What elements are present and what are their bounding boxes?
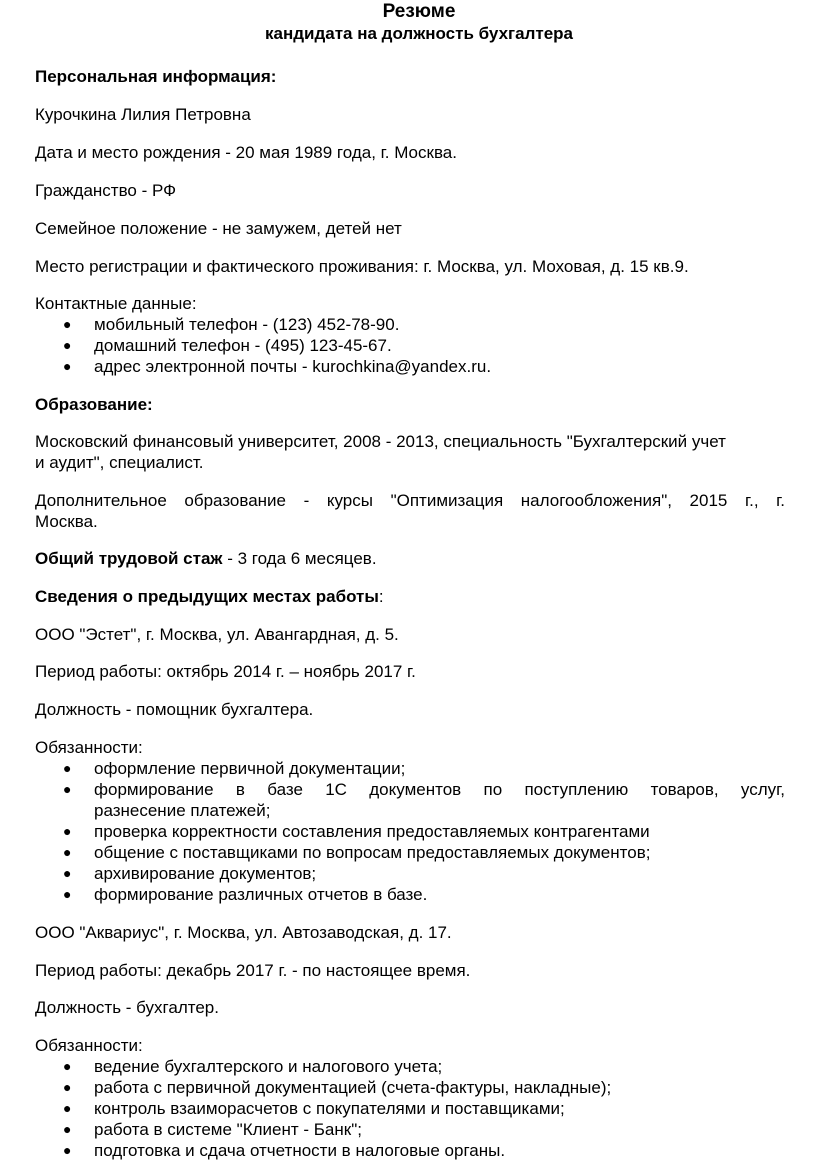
address: Место регистрации и фактического проживания: г. Москва, ул. Моховая, д. 15 кв.9. — [35, 257, 689, 276]
bullet-icon: ● — [63, 1142, 72, 1158]
job1-duties-label: Обязанности: — [35, 738, 143, 757]
job2-position: Должность - бухгалтер. — [35, 998, 219, 1017]
education-main: Московский финансовый университет, 2008 - 2013, специальность "Бухгалтерский учет и аудит", специалист. — [35, 432, 726, 472]
education-heading: Образование: — [35, 395, 153, 414]
birth-info: Дата и место рождения - 20 мая 1989 года, г. Москва. — [35, 143, 457, 162]
personal-heading: Персональная информация: — [35, 67, 277, 86]
list-item: ● ведение бухгалтерского и налогового учета; — [63, 1057, 443, 1076]
list-item: ● оформление первичной документации; — [63, 759, 406, 778]
bullet-icon: ● — [63, 337, 72, 353]
education-extra: Дополнительное образование - курсы "Оптимизация налогообложения", 2015 г., г. Москва. — [35, 491, 785, 531]
job2-company: ООО "Аквариус", г. Москва, ул. Автозаводская, д. 17. — [35, 923, 452, 942]
job1-company: ООО "Эстет", г. Москва, ул. Авангардная, д. 5. — [35, 625, 399, 644]
bullet-icon: ● — [63, 781, 72, 797]
bullet-icon: ● — [63, 1121, 72, 1137]
job1-period: Период работы: октябрь 2014 г. – ноябрь 2017 г. — [35, 662, 416, 681]
job2-duties-list — [0, 1056, 785, 1161]
candidate-name: Курочкина Лилия Петровна — [35, 105, 251, 124]
list-item: ● адрес электронной почты - kurochkina@yandex.ru. — [63, 357, 492, 376]
page-subtitle: кандидата на должность бухгалтера — [264, 24, 573, 43]
job2-duties-label: Обязанности: — [35, 1036, 143, 1055]
citizenship: Гражданство - РФ — [35, 181, 177, 200]
jobs-heading: Сведения о предыдущих местах работы: — [35, 587, 384, 606]
bullet-icon: ● — [63, 865, 72, 881]
job1-duties-list — [0, 758, 785, 905]
list-item: ● работа с первичной документацией (счета-фактуры, накладные); — [63, 1078, 612, 1097]
list-item: ● общение с поставщиками по вопросам предоставляемых документов; — [63, 843, 651, 862]
job2-period: Период работы: декабрь 2017 г. - по настоящее время. — [35, 961, 471, 980]
bullet-icon: ● — [63, 1079, 72, 1095]
bullet-icon: ● — [63, 1100, 72, 1116]
list-item: ● подготовка и сдача отчетности в налоговые органы. — [63, 1141, 506, 1160]
bullet-icon: ● — [63, 1058, 72, 1074]
job1-position: Должность - помощник бухгалтера. — [35, 700, 314, 719]
list-item: ● архивирование документов; — [63, 864, 317, 883]
contacts-list — [0, 314, 785, 377]
list-item: ● проверка корректности составления предоставляемых контрагентами — [63, 822, 650, 841]
bullet-icon: ● — [63, 823, 72, 839]
bullet-icon: ● — [63, 358, 72, 374]
list-item: ● домашний телефон - (495) 123-45-67. — [63, 336, 392, 355]
list-item: ● работа в системе "Клиент - Банк"; — [63, 1120, 362, 1139]
list-item: ● формирование в базе 1С документов по поступлению товаров, услуг, разнесение платежей; — [63, 780, 785, 820]
bullet-icon: ● — [63, 844, 72, 860]
bullet-icon: ● — [63, 760, 72, 776]
bullet-icon: ● — [63, 886, 72, 902]
marital-status: Семейное положение - не замужем, детей нет — [35, 219, 402, 238]
list-item: ● мобильный телефон - (123) 452-78-90. — [63, 315, 400, 334]
page-title: Резюме — [382, 1, 456, 22]
contacts-label: Контактные данные: — [35, 294, 197, 313]
list-item: ● контроль взаиморасчетов с покупателями и поставщиками; — [63, 1099, 565, 1118]
bullet-icon: ● — [63, 316, 72, 332]
list-item: ● формирование различных отчетов в базе. — [63, 885, 428, 904]
total-experience: Общий трудовой стаж - 3 года 6 месяцев. — [35, 549, 377, 568]
